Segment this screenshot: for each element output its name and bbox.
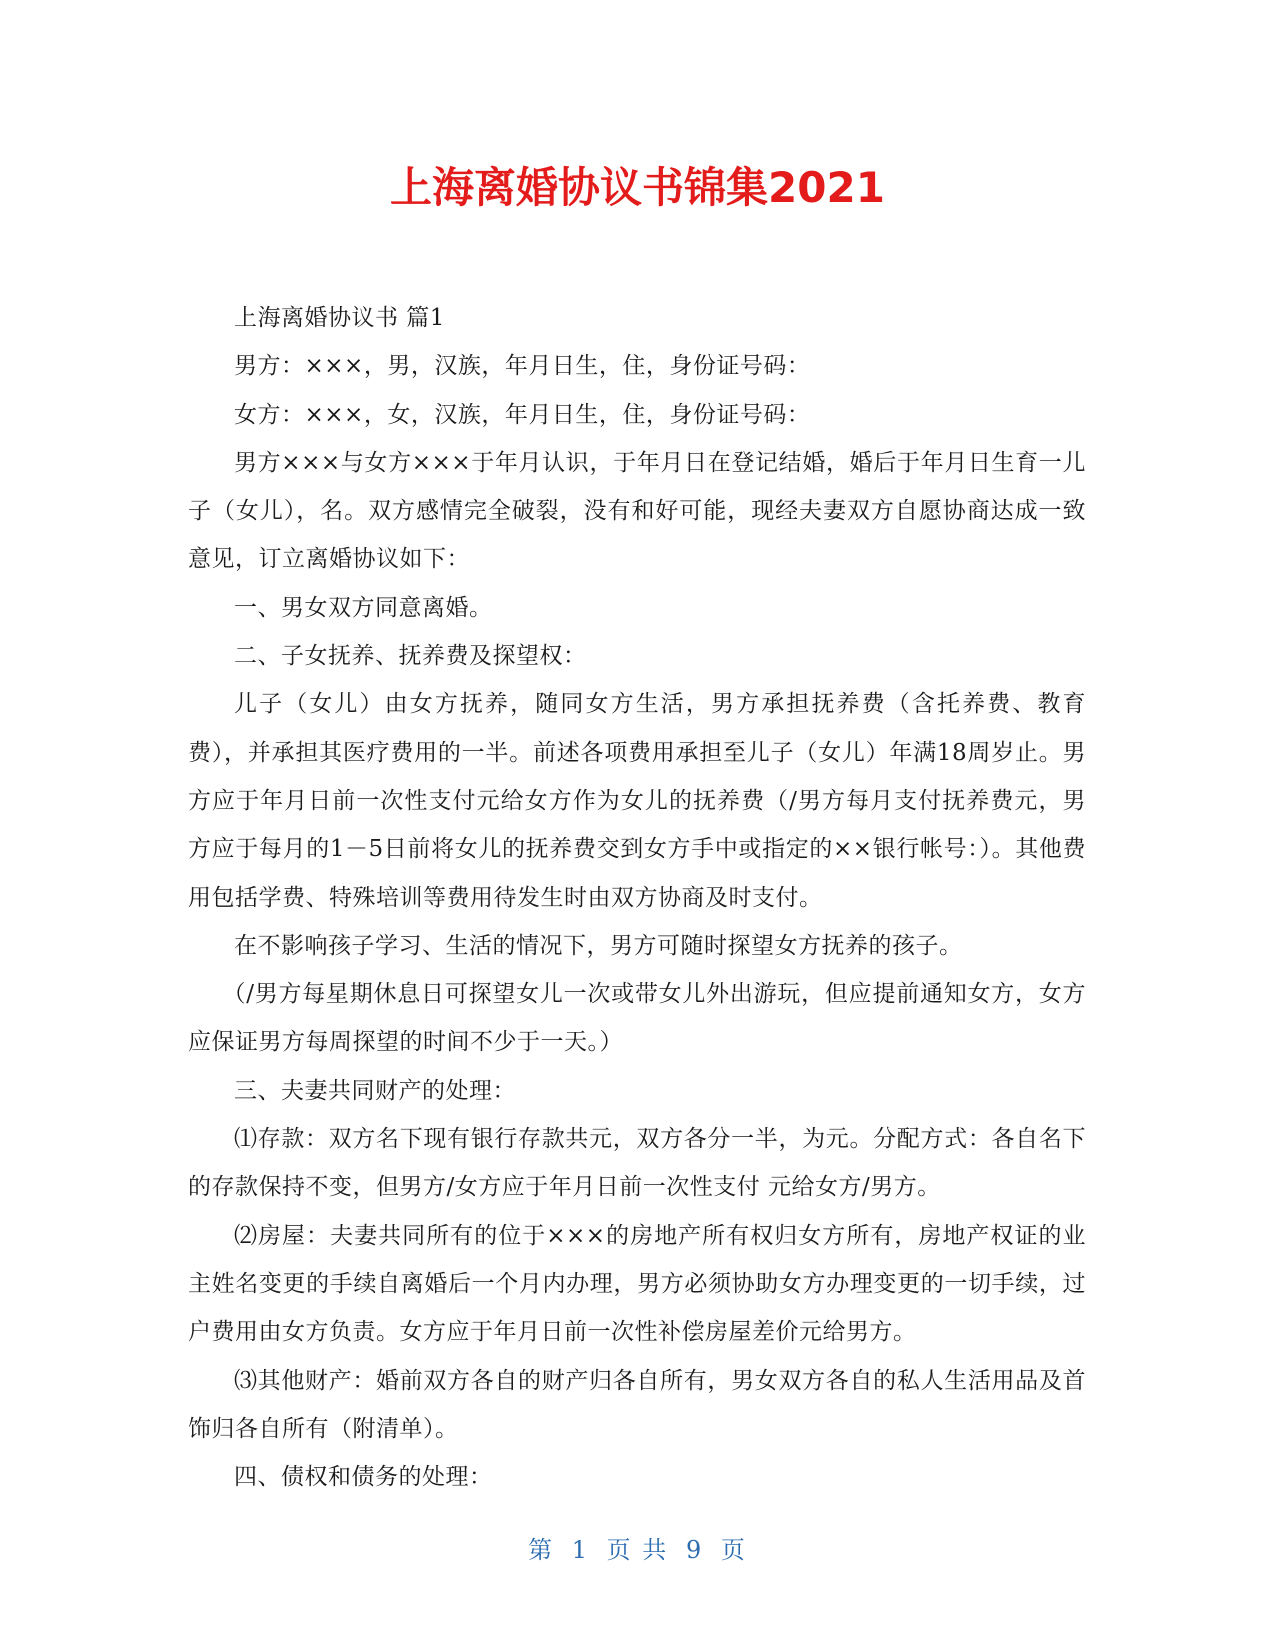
document-title: 上海离婚协议书锦集2021 [390, 163, 885, 212]
footer-prefix: 第 [528, 1536, 555, 1564]
clause-3-heading: 三、夫妻共同财产的处理： [234, 1077, 516, 1104]
document-body [188, 294, 1086, 1501]
footer-total-pages: 9 [685, 1536, 704, 1564]
footer-suffix: 页 [720, 1536, 747, 1564]
clause-3-other-property: ⑶其他财产：婚前双方各自的财产归各自所有，男女双方各自的私人生活用品及首饰归各自所有（附清单）。 [188, 1367, 1086, 1442]
paragraph-wife-info: 女方：×××，女，汉族，年月日生，住，身份证号码： [234, 401, 811, 428]
clause-3-deposits: ⑴存款：双方名下现有银行存款共元，双方各分一半，为元。分配方式：各自名下的存款保持不变，但男方/女方应于年月日前一次性支付 元给女方/男方。 [188, 1126, 1086, 1201]
paragraph-husband-info: 男方：×××，男，汉族，年月日生，住，身份证号码： [234, 353, 811, 380]
clause-2-child-support: 儿子（女儿）由女方抚养，随同女方生活，男方承担抚养费（含托养费、教育费），并承担其医疗费用的一半。前述各项费用承担至儿子（女儿）年满18周岁止。男方应于年月日前一次性支付元给女方作为女儿的抚养费（/男方每月支付抚养费元，男方应于每月的1－5日前将女儿的抚养费交到女方手中或指定的××银行帐号：）。其他费用包括学费、特殊培训等费用待发生时由双方协商及时支付。 [188, 691, 1086, 911]
clause-2-visitation-note: （/男方每星期休息日可探望女儿一次或带女儿外出游玩，但应提前通知女方，女方应保证男方每周探望的时间不少于一天。） [188, 981, 1086, 1056]
clause-2-visitation: 在不影响孩子学习、生活的情况下，男方可随时探望女方抚养的孩子。 [234, 932, 963, 959]
footer-current-page: 1 [571, 1536, 590, 1564]
clause-3-house: ⑵房屋：夫妻共同所有的位于×××的房地产所有权归女方所有，房地产权证的业主姓名变更的手续自离婚后一个月内办理，男方必须协助女方办理变更的一切手续，过户费用由女方负责。女方应于年月日前一次性补偿房屋差价元给男方。 [188, 1222, 1086, 1346]
page-footer [0, 1535, 1275, 1565]
paragraph-intro: 男方×××与女方×××于年月认识，于年月日在登记结婚，婚后于年月日生育一儿子（女儿），名。双方感情完全破裂，没有和好可能，现经夫妻双方自愿协商达成一致意见，订立离婚协议如下： [188, 449, 1086, 573]
clause-1: 一、男女双方同意离婚。 [234, 594, 493, 621]
footer-middle: 页 共 [606, 1536, 669, 1564]
clause-4-heading: 四、债权和债务的处理： [234, 1464, 493, 1491]
section-heading: 上海离婚协议书 篇1 [234, 305, 445, 331]
clause-2-heading: 二、子女抚养、抚养费及探望权： [234, 643, 587, 670]
